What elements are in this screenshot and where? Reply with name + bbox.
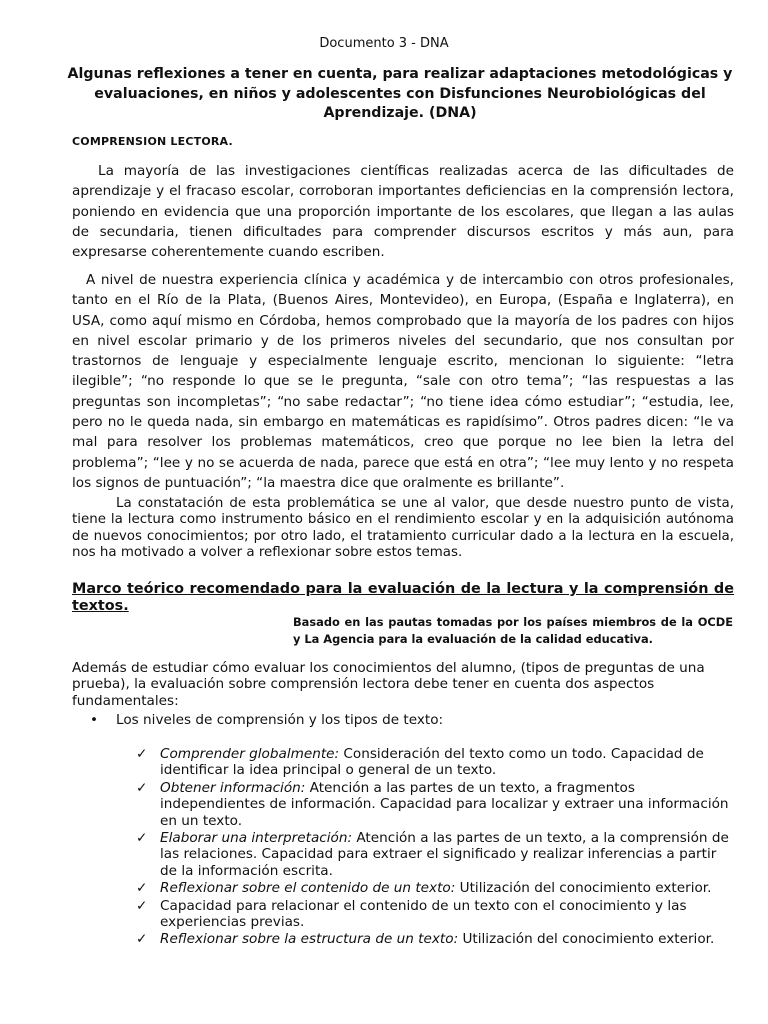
check-item xyxy=(136,830,736,879)
checkmark-icon: ✓ xyxy=(136,931,148,948)
checkmark-icon: ✓ xyxy=(136,830,148,847)
checkmark-icon: ✓ xyxy=(136,897,148,914)
paragraph-3 xyxy=(72,496,734,562)
intro-paragraph: Además de estudiar cómo evaluar los conocimientos del alumno, (tipos de preguntas de una prueba), la evaluación sobre comprensión lectora debe tener en cuenta dos aspectos fundamentales: xyxy=(72,660,705,709)
check-text: Utilización del conocimiento exterior. xyxy=(458,931,715,948)
check-item xyxy=(136,898,736,931)
bullet-icon: • xyxy=(90,712,99,728)
framework-heading: Marco teórico recomendado para la evaluación de la lectura y la comprensión de textos. xyxy=(72,581,734,614)
check-text: Consideración del texto como un todo. Capacidad de identificar la idea principal o general de un texto. xyxy=(160,746,704,779)
check-term: Reflexionar sobre el contenido de un texto: xyxy=(160,880,456,897)
check-term: Reflexionar sobre la estructura de un texto: xyxy=(160,931,459,948)
paragraph-2 xyxy=(72,270,734,493)
check-item xyxy=(136,780,736,829)
section-heading: COMPRENSION LECTORA. xyxy=(72,135,233,148)
check-text: Atención a las partes de un texto, a fragmentos independientes de información. Capacidad para localizar y extraer una información en un texto. xyxy=(160,779,729,829)
document-title: Algunas reflexiones a tener en cuenta, para realizar adaptaciones metodológicas y evaluaciones, en niños y adolescentes con Disfunciones Neurobiológicas del Aprendizaje. (DNA) xyxy=(67,66,733,121)
check-text: Atención a las partes de un texto, a la comprensión de las relaciones. Capacidad para extraer el significado y realizar inferencias a partir de la información escrita. xyxy=(160,830,729,879)
check-term: Elaborar una interpretación: xyxy=(160,830,353,847)
based-on-note: Basado en las pautas tomadas por los países miembros de la OCDE y La Agencia para la evaluación de la calidad educativa. xyxy=(293,615,733,646)
check-item xyxy=(136,880,736,896)
check-text: Utilización del conocimiento exterior. xyxy=(455,880,712,897)
bullet-item xyxy=(90,712,443,728)
check-term: Obtener información: xyxy=(160,779,306,796)
document-header: Documento 3 - DNA xyxy=(319,36,449,51)
bullet-text: Los niveles de comprensión y los tipos de texto: xyxy=(116,712,444,728)
check-list xyxy=(136,746,736,949)
paragraph-1 xyxy=(72,161,734,262)
check-item xyxy=(136,931,736,947)
paragraph-1-text: La mayoría de las investigaciones científicas realizadas acerca de las dificultades de aprendizaje y el fracaso escolar, corroboran importantes deficiencias en la comprensión lectora, poniendo en evidencia que una proporción importante de los escolares, que llegan a las aulas de secundaria, tienen dificultades para comprender discursos escritos y más aun, para expresarse coherentemente cuando escriben. xyxy=(72,163,734,261)
check-item xyxy=(136,746,736,779)
check-term: Comprender globalmente: xyxy=(160,746,340,762)
paragraph-2-text: A nivel de nuestra experiencia clínica y académica y de intercambio con otros profesionales, tanto en el Río de la Plata, (Buenos Aires, Montevideo), en Europa, (España e Inglaterra), en USA, como aquí mismo en Córdoba, hemos comprobado que la mayoría de los padres con hijos en nivel escolar primario y de los primeros niveles del secundario, que nos consultan por trastornos de lenguaje y especialmente lenguaje escrito, mencionan lo siguiente: “letra ilegible”; “no responde lo que se le pregunta, “sale con otro tema”; “las respuestas a las preguntas son incompletas”; “no sabe redactar”; “no tiene idea cómo estudiar”; “estudia, lee, pero no le queda nada, sin embargo en matemáticas es rapidísimo”. Otros padres dicen: “le va mal para resolver los problemas matemáticos, creo que porque no lee bien la letra del problema”; “lee y no se acuerda de nada, parece que está en otra”; “lee muy lento y no respeta los signos de puntuación”; “la maestra dice que oralmente es brillante”. xyxy=(72,272,734,491)
checkmark-icon: ✓ xyxy=(136,746,148,762)
checkmark-icon: ✓ xyxy=(136,880,148,897)
checkmark-icon: ✓ xyxy=(136,779,148,796)
check-text: Capacidad para relacionar el contenido de un texto con el conocimiento y las experiencias previas. xyxy=(160,897,687,931)
paragraph-3-text: La constatación de esta problemática se une al valor, que desde nuestro punto de vista, tiene la lectura como instrumento básico en el rendimiento escolar y en la adquisición autónoma de nuevos conocimientos; por otro lado, el tratamiento curricular dado a la lectura en la escuela, nos ha motivado a volver a reflexionar sobre estos temas. xyxy=(72,496,734,561)
